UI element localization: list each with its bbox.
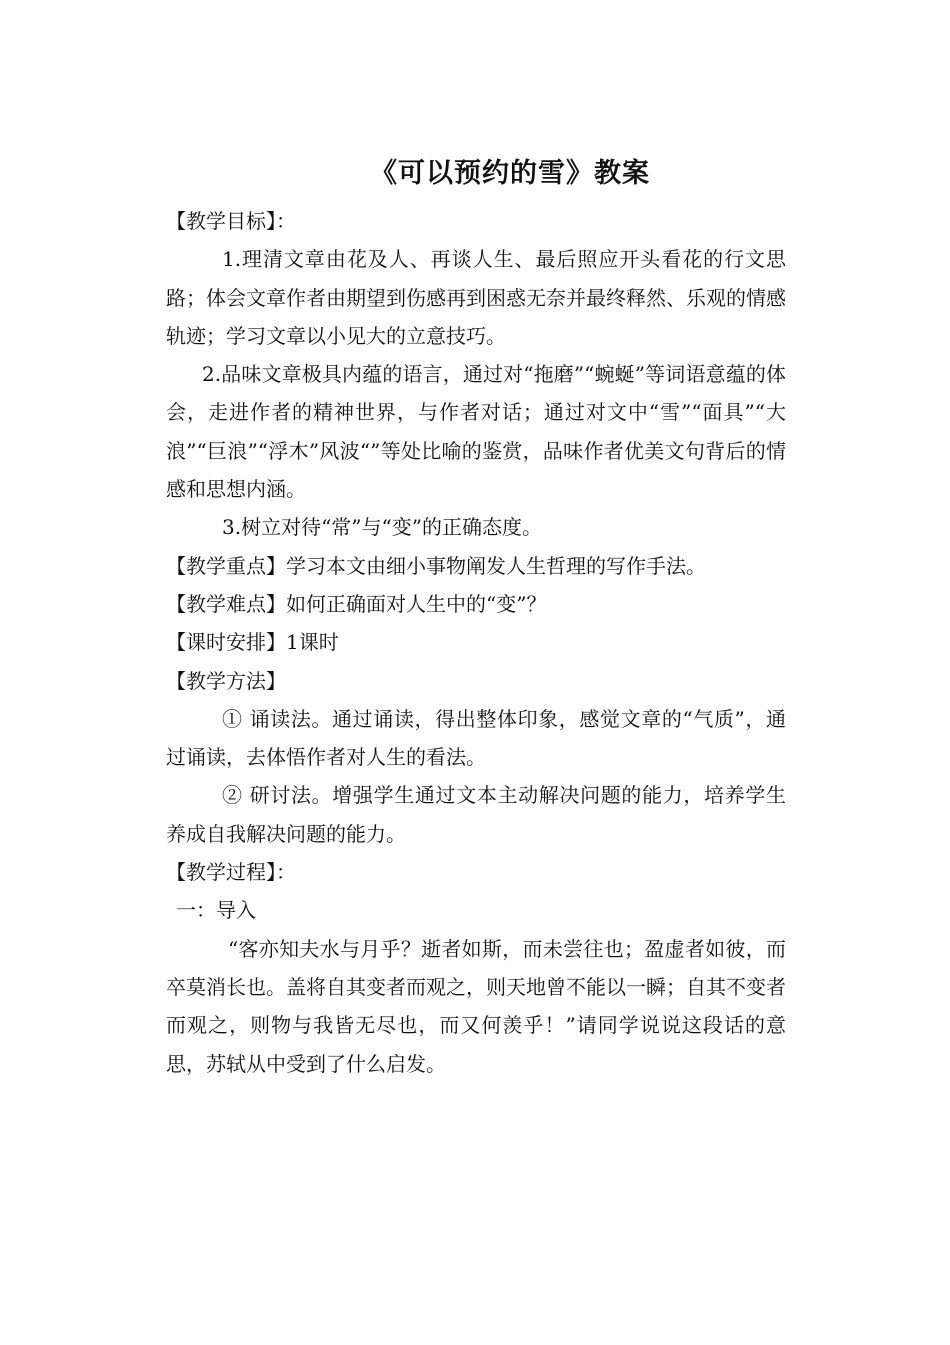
intro-heading: 一：导入 xyxy=(176,898,256,923)
intro-paragraph: “客亦知夫水与月乎？逝者如斯，而未尝往也；盈虚者如彼，而卒莫消长也。盖将自其变者而观之，则天地曾不能以一瞬；自其不变者而观之，则物与我皆无尽也，而又何羡乎！”请同学说说这段话的意思，苏轼从中受到了什么启发。 xyxy=(166,936,786,1076)
goal-3-paragraph: 3.树立对待“常”与“变”的正确态度。 xyxy=(222,515,542,540)
document-body xyxy=(166,202,786,1083)
schedule-line: 【课时安排】1课时 xyxy=(166,630,339,655)
method-2-paragraph: ② 研讨法。增强学生通过文本主动解决问题的能力，培养学生养成自我解决问题的能力。 xyxy=(166,783,786,846)
goal-1-paragraph: 1.理清文章由花及人、再谈人生、最后照应开头看花的行文思路；体会文章作者由期望到伤感再到困惑无奈并最终释然、乐观的情感轨迹；学习文章以小见大的立意技巧。 xyxy=(166,247,786,348)
goals-heading: 【教学目标】： xyxy=(166,209,296,233)
difficulty-line: 【教学难点】如何正确面对人生中的“变”？ xyxy=(166,591,547,616)
goal-2-paragraph: 2.品味文章极具内蕴的语言，通过对“拖磨”“蜿蜒”等词语意蕴的体会，走进作者的精神世界，与作者对话；通过对文中“雪”“面具”“大浪”“巨浪”“浮木”风波“”等处比喻的鉴赏，品味作者优美文句背后的情感和思想内涵。 xyxy=(166,362,786,502)
document-title: 《可以预约的雪》教案 xyxy=(370,158,650,189)
methods-heading: 【教学方法】 xyxy=(166,668,286,693)
key-point-line: 【教学重点】学习本文由细小事物阐发人生哲理的写作手法。 xyxy=(166,553,706,578)
method-1-paragraph: ① 诵读法。通过诵读，得出整体印象，感觉文章的“气质”，通过诵读，去体悟作者对人生的看法。 xyxy=(166,706,786,770)
process-heading: 【教学过程】： xyxy=(166,860,296,885)
